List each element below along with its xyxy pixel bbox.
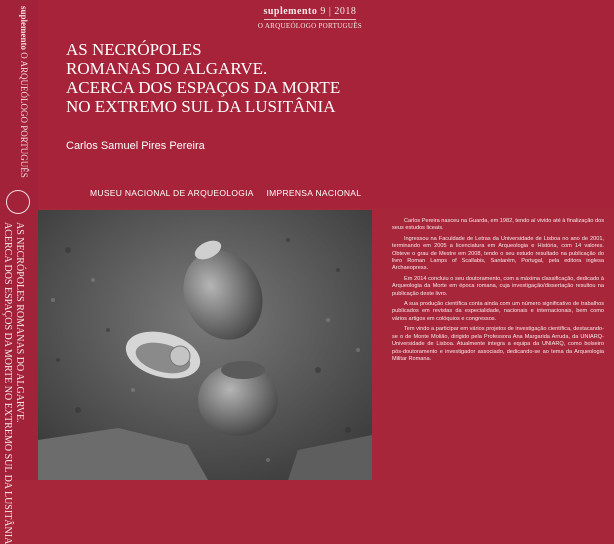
book-title: AS NECRÓPOLES ROMANAS DO ALGARVE. ACERCA DOS ESPAÇOS DA MORTE NO EXTREMO SUL DA LUSITÂNIA — [66, 40, 341, 116]
series-label: suplemento 9 | 2018 — [263, 6, 357, 17]
spine-series: suplemento O ARQUEÓLOGO PORTUGUÊS — [19, 6, 29, 178]
series-subtitle: O ARQUEÓLOGO PORTUGUÊS — [257, 22, 362, 30]
publisher-imprensa: IMPRENSA NACIONAL — [266, 188, 362, 198]
bio-paragraph: Em 2014 concluiu o seu doutoramento, com a máxima classificação, dedicado à Arqueologia da Morte em época romana, cuja investigação/dissertação resultou na publicação deste livro. — [392, 275, 604, 297]
spine-badge — [6, 190, 30, 214]
bio-paragraph: A sua produção científica conta ainda com um número significativo de trabalhos publicados em revistas da especialidade, nacionais e internacionais, bem como vários artigos em colóquios e congressos. — [392, 301, 604, 322]
book-spine — [0, 0, 38, 544]
publisher-museum: MUSEU NACIONAL DE ARQUEOLOGIA — [90, 188, 254, 198]
series-box — [258, 6, 362, 30]
author-biography — [392, 218, 604, 366]
author-name: Carlos Samuel Pires Pereira — [66, 140, 205, 152]
bio-paragraph: Carlos Pereira nasceu na Guarda, em 1982, tendo aí vivido até à finalização dos seus estudos liceais. — [392, 218, 604, 232]
bio-paragraph: Tem vindo a participar em vários projetos de investigação científica, destacando-se o de Monte Molião, dirigido pela Professora Ana Margarida Arruda, da UNIARQ-Universidade de Lisboa. Atualmente integra a equipa da UNIARQ, como bolseiro pós-doutoramento e investigador associado, dedicando-se ao tema da Arqueologia Militar Romana. — [392, 326, 604, 362]
spine-title: AS NECRÓPOLES ROMANAS DO ALGARVE. ACERCA DOS ESPAÇOS DA MORTE NO EXTREMO SUL DA LUSITÂNIA — [2, 222, 25, 544]
publishers — [90, 188, 371, 198]
coin — [170, 346, 190, 366]
excavation-photo — [38, 210, 372, 480]
bio-paragraph: Ingressou na Faculdade de Letras da Universidade de Lisboa no ano de 2001, terminando em 2005 a licenciatura em Arqueologia e História, com 14 valores. Obteve o grau de Mestre em 2008, tendo o seu estudo resultado na publicação do livro Roman Lamps of Scallabis, Santarém, Portugal, pela editora inglesa Archaeopress. — [392, 235, 604, 272]
